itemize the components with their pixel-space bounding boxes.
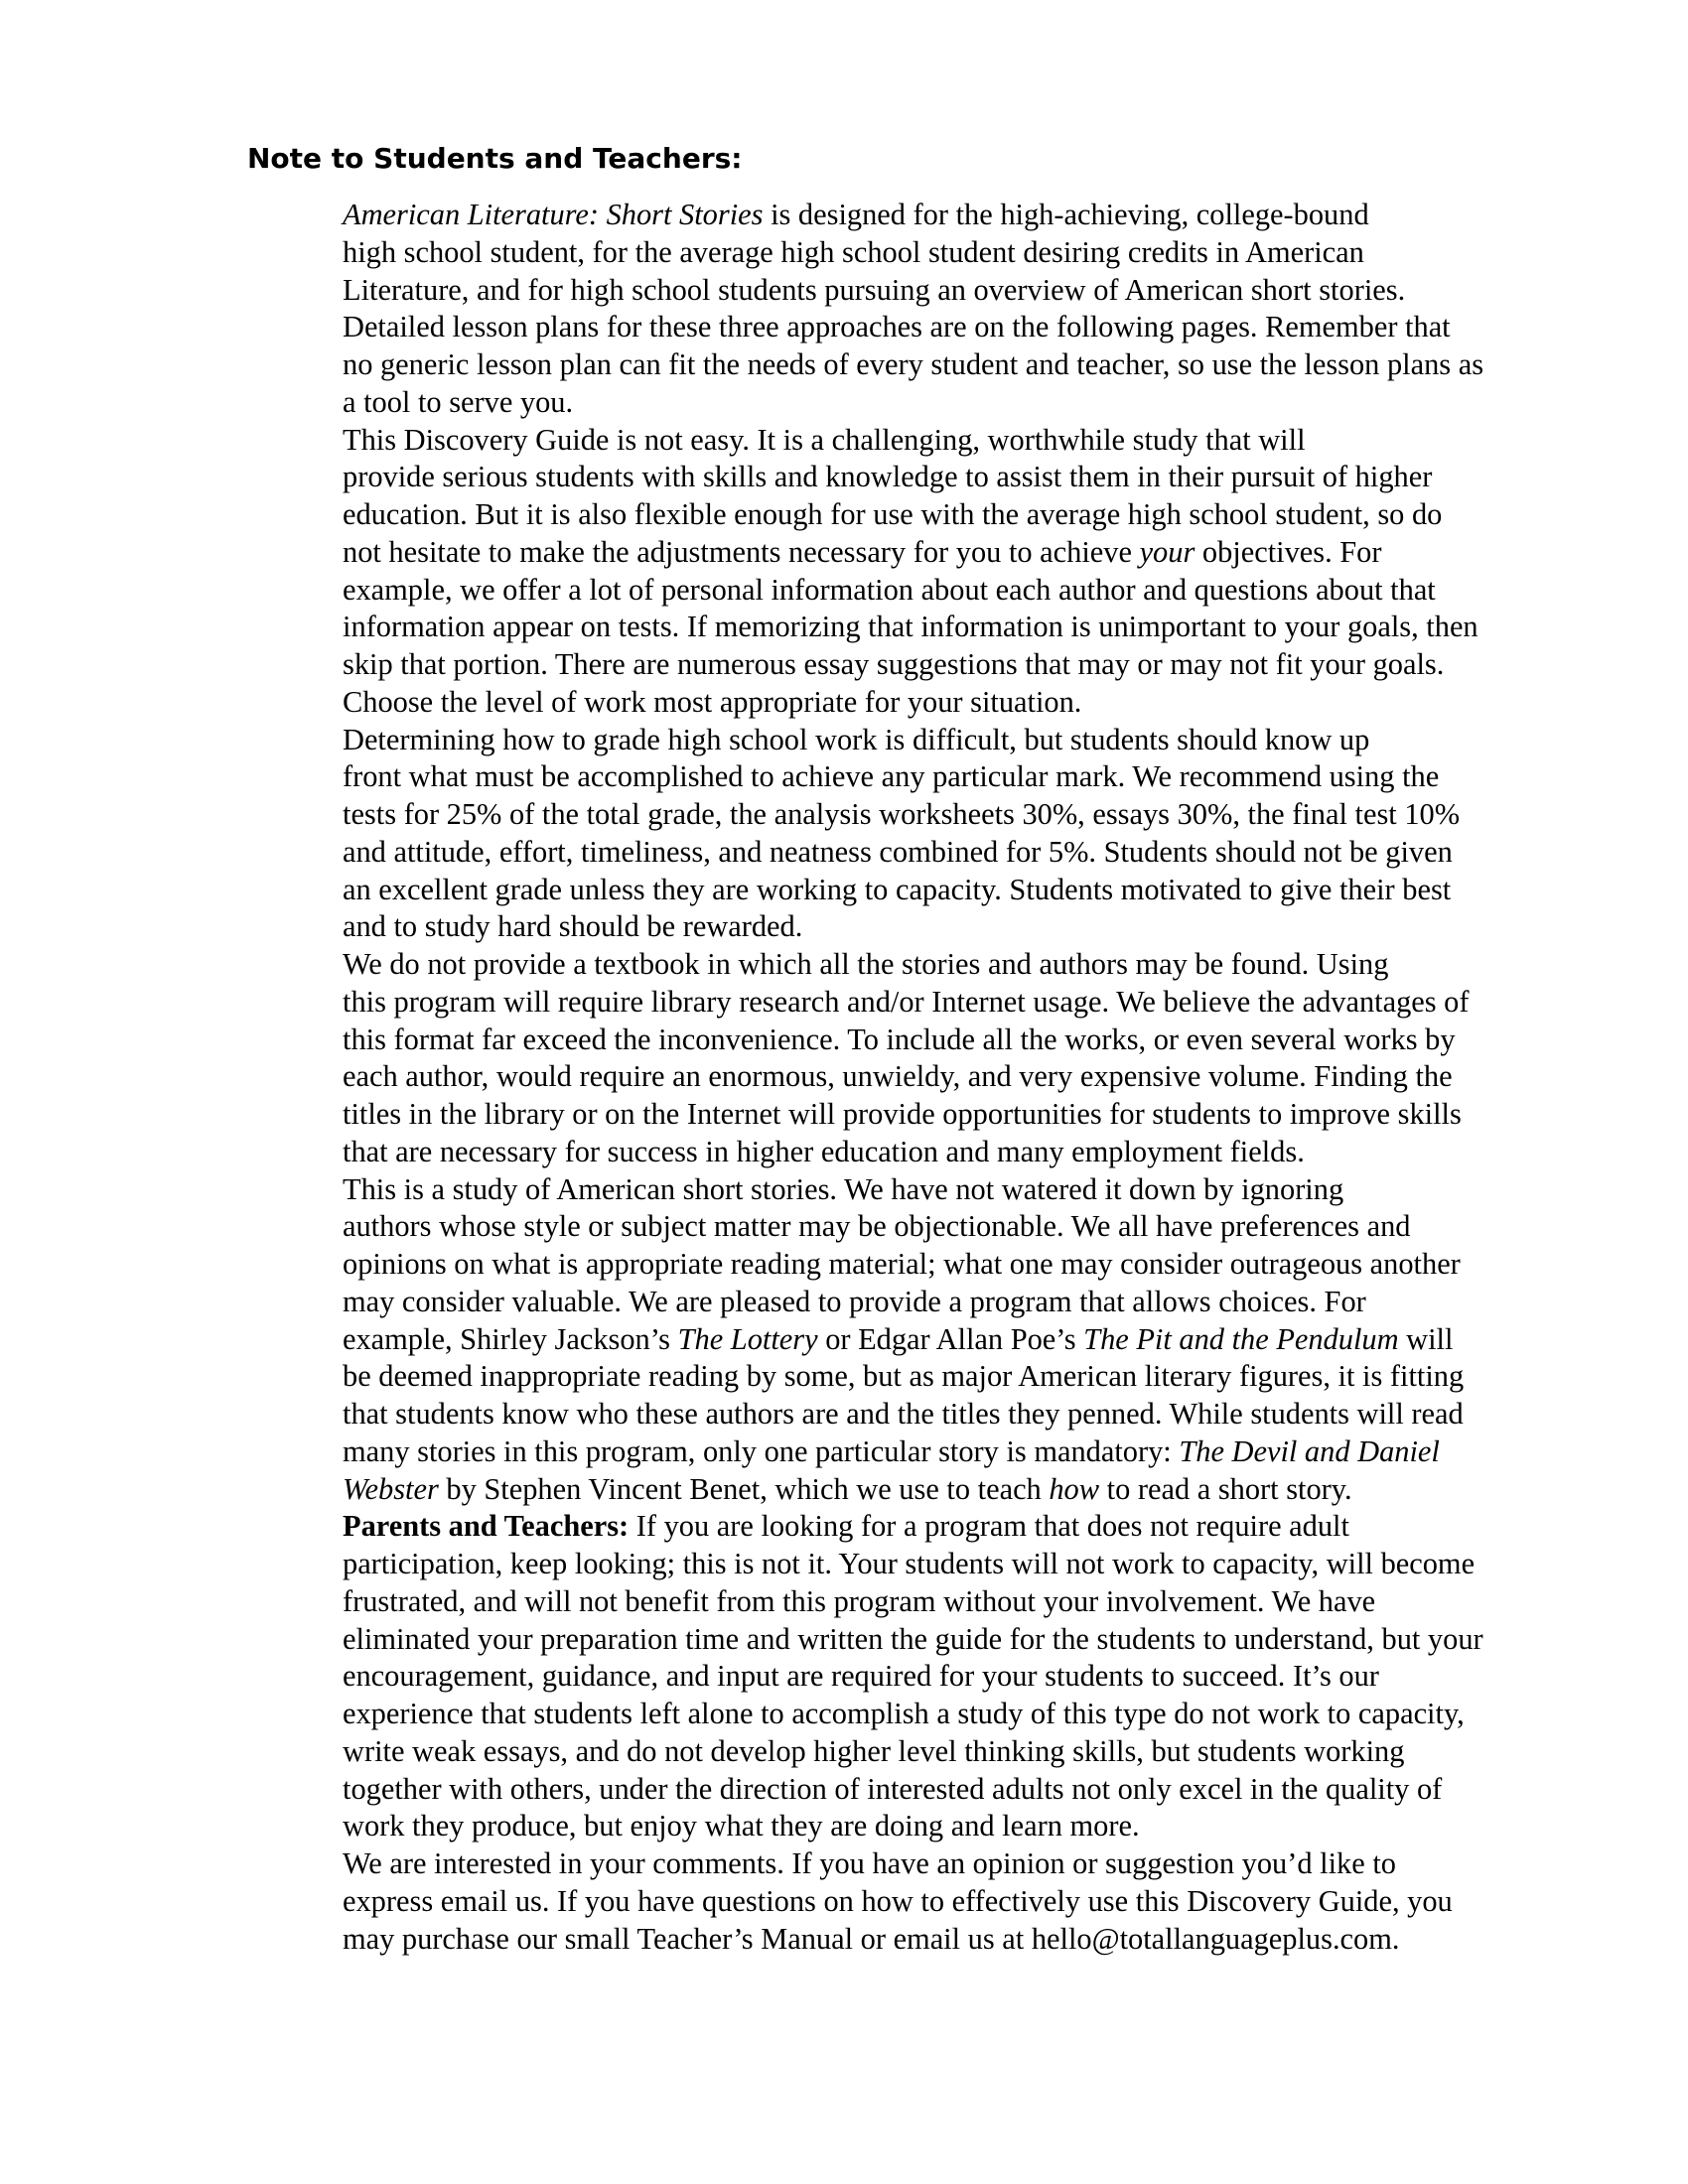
text-segment: We do not provide a textbook in which all the stories and authors may be found. Using	[343, 947, 1389, 981]
text-segment: encouragement, guidance, and input are required for your students to succeed. It’s our	[343, 1659, 1379, 1694]
text-line	[247, 1771, 1498, 1809]
text-line	[247, 572, 1498, 610]
text-segment: to read a short story.	[1099, 1471, 1352, 1506]
text-line	[247, 1321, 1498, 1359]
text-line	[247, 1284, 1498, 1321]
italic-text: The Lottery	[677, 1321, 818, 1356]
text-segment: many stories in this program, only one particular story is mandatory:	[343, 1433, 1180, 1468]
text-segment: Determining how to grade high school work is difficult, but students should know up	[343, 722, 1370, 756]
text-line	[247, 946, 1498, 984]
text-segment: by Stephen Vincent Benet, which we use to teach	[438, 1471, 1050, 1506]
text-segment: and attitude, effort, timeliness, and neatness combined for 5%. Students should not be given	[343, 834, 1453, 869]
text-segment: be deemed inappropriate reading by some, but as major American literary figures, it is fitting	[343, 1359, 1465, 1394]
text-segment: is designed for the high-achieving, college-bound	[763, 198, 1369, 231]
text-line	[247, 197, 1498, 234]
paragraph-2	[247, 422, 1498, 722]
italic-text: The Pit and the Pendulum	[1083, 1321, 1399, 1356]
text-segment: may purchase our small Teacher’s Manual or email us at hello@totallanguageplus.com.	[343, 1921, 1400, 1956]
text-line	[247, 722, 1498, 759]
text-segment: education. But it is also flexible enough for use with the average high school student, so do	[343, 497, 1443, 531]
text-segment: This is a study of American short stories. We have not watered it down by ignoring	[343, 1171, 1344, 1206]
text-segment: work they produce, but enjoy what they are doing and learn more.	[343, 1809, 1140, 1843]
text-line	[247, 1396, 1498, 1433]
italic-text: how	[1049, 1471, 1100, 1506]
text-segment: skip that portion. There are numerous essay suggestions that may or may not fit your goals.	[343, 647, 1445, 681]
text-line	[247, 1921, 1498, 1959]
text-line	[247, 346, 1498, 384]
text-segment: Literature, and for high school students pursuing an overview of American short stories.	[343, 272, 1406, 307]
text-segment: participation, keep looking; this is not it. Your students will not work to capacity, will become	[343, 1547, 1476, 1580]
text-segment: provide serious students with skills and knowledge to assist them in their pursuit of higher	[343, 460, 1433, 494]
text-segment: may consider valuable. We are pleased to provide a program that allows choices. For	[343, 1284, 1366, 1318]
text-line	[247, 234, 1498, 272]
text-line	[247, 1208, 1498, 1246]
text-line	[247, 796, 1498, 834]
text-segment: If you are looking for a program that does not require adult	[629, 1509, 1349, 1544]
text-segment: Choose the level of work most appropriate for your situation.	[343, 684, 1082, 719]
text-line	[247, 1134, 1498, 1171]
text-line	[247, 684, 1498, 722]
text-segment: and to study hard should be rewarded.	[343, 909, 803, 944]
text-line	[247, 872, 1498, 909]
text-segment: write weak essays, and do not develop higher level thinking skills, but students working	[343, 1733, 1405, 1768]
italic-text: your	[1139, 534, 1196, 569]
text-line	[247, 1096, 1498, 1134]
text-line	[247, 609, 1498, 646]
text-segment: a tool to serve you.	[343, 384, 574, 419]
text-segment: objectives. For	[1195, 534, 1382, 569]
text-line	[247, 1546, 1498, 1583]
text-line	[247, 496, 1498, 534]
text-line	[247, 1845, 1498, 1883]
text-segment: titles in the library or on the Internet will provide opportunities for students to improve skills	[343, 1097, 1462, 1131]
text-line	[247, 984, 1498, 1022]
italic-text: Webster	[343, 1471, 439, 1506]
paragraph-5	[247, 1171, 1498, 1509]
text-segment: frustrated, and will not benefit from this program without your involvement. We have	[343, 1583, 1376, 1618]
text-line	[247, 384, 1498, 422]
paragraph-4	[247, 946, 1498, 1171]
text-segment: front what must be accomplished to achieve any particular mark. We recommend using the	[343, 759, 1440, 794]
text-segment: We are interested in your comments. If you have an opinion or suggestion you’d like to	[343, 1846, 1396, 1880]
text-segment: authors whose style or subject matter may be objectionable. We all have preferences and	[343, 1209, 1411, 1244]
text-segment: Detailed lesson plans for these three approaches are on the following pages. Remember that	[343, 310, 1451, 344]
text-segment: or Edgar Allan Poe’s	[817, 1321, 1084, 1356]
paragraph-1	[247, 197, 1498, 422]
text-line	[247, 1658, 1498, 1696]
text-line	[247, 1583, 1498, 1621]
bold-text: Parents and Teachers:	[343, 1509, 630, 1544]
body-text	[247, 197, 1498, 1958]
text-line	[247, 1358, 1498, 1396]
text-segment: this program will require library research and/or Internet usage. We believe the advantages of	[343, 984, 1470, 1019]
text-line	[247, 1022, 1498, 1059]
text-line	[247, 1508, 1498, 1546]
text-line	[247, 1171, 1498, 1209]
text-line	[247, 908, 1498, 946]
text-segment: opinions on what is appropriate reading material; what one may consider outrageous another	[343, 1247, 1461, 1281]
text-segment: will	[1398, 1321, 1454, 1356]
text-line	[247, 1621, 1498, 1659]
text-line	[247, 1246, 1498, 1284]
text-segment: no generic lesson plan can fit the needs of every student and teacher, so use the lesson plans as	[343, 347, 1484, 381]
text-segment: high school student, for the average high school student desiring credits in American	[343, 234, 1364, 269]
text-segment: that students know who these authors are and the titles they penned. While students will read	[343, 1397, 1464, 1431]
paragraph-7	[247, 1845, 1498, 1958]
text-segment: an excellent grade unless they are working to capacity. Students motivated to give their best	[343, 872, 1452, 906]
text-line	[247, 459, 1498, 496]
text-line	[247, 272, 1498, 310]
text-segment: tests for 25% of the total grade, the analysis worksheets 30%, essays 30%, the final test 10%	[343, 797, 1461, 831]
text-line	[247, 646, 1498, 684]
text-line	[247, 1883, 1498, 1921]
text-line	[247, 834, 1498, 872]
text-segment: example, we offer a lot of personal information about each author and questions about that	[343, 572, 1436, 607]
paragraph-6	[247, 1508, 1498, 1845]
text-segment: This Discovery Guide is not easy. It is a challenging, worthwhile study that will	[343, 422, 1306, 457]
italic-text: The Devil and Daniel	[1179, 1433, 1440, 1468]
text-segment: not hesitate to make the adjustments necessary for you to achieve	[343, 534, 1140, 569]
text-segment: example, Shirley Jackson’s	[343, 1321, 678, 1356]
text-line	[247, 1471, 1498, 1509]
text-line	[247, 309, 1498, 346]
text-segment: express email us. If you have questions on how to effectively use this Discovery Guide, you	[343, 1883, 1453, 1918]
text-line	[247, 1696, 1498, 1733]
text-segment: information appear on tests. If memorizing that information is unimportant to your goals, then	[343, 610, 1478, 644]
text-segment: together with others, under the direction of interested adults not only excel in the quality of	[343, 1771, 1443, 1806]
text-line	[247, 1433, 1498, 1471]
text-line	[247, 758, 1498, 796]
text-line	[247, 422, 1498, 460]
text-line	[247, 534, 1498, 572]
italic-text: American Literature: Short Stories	[343, 198, 764, 231]
paragraph-3	[247, 722, 1498, 947]
text-segment: experience that students left alone to accomplish a study of this type do not work to capacity,	[343, 1697, 1465, 1730]
text-segment: eliminated your preparation time and written the guide for the students to understand, but your	[343, 1621, 1483, 1656]
page-heading: Note to Students and Teachers:	[247, 142, 743, 175]
text-segment: each author, would require an enormous, unwieldy, and very expensive volume. Finding the	[343, 1059, 1453, 1094]
text-segment: this format far exceed the inconvenience. To include all the works, or even several works by	[343, 1022, 1456, 1056]
text-line	[247, 1733, 1498, 1771]
text-line	[247, 1808, 1498, 1845]
text-line	[247, 1058, 1498, 1096]
text-segment: that are necessary for success in higher education and many employment fields.	[343, 1134, 1305, 1168]
